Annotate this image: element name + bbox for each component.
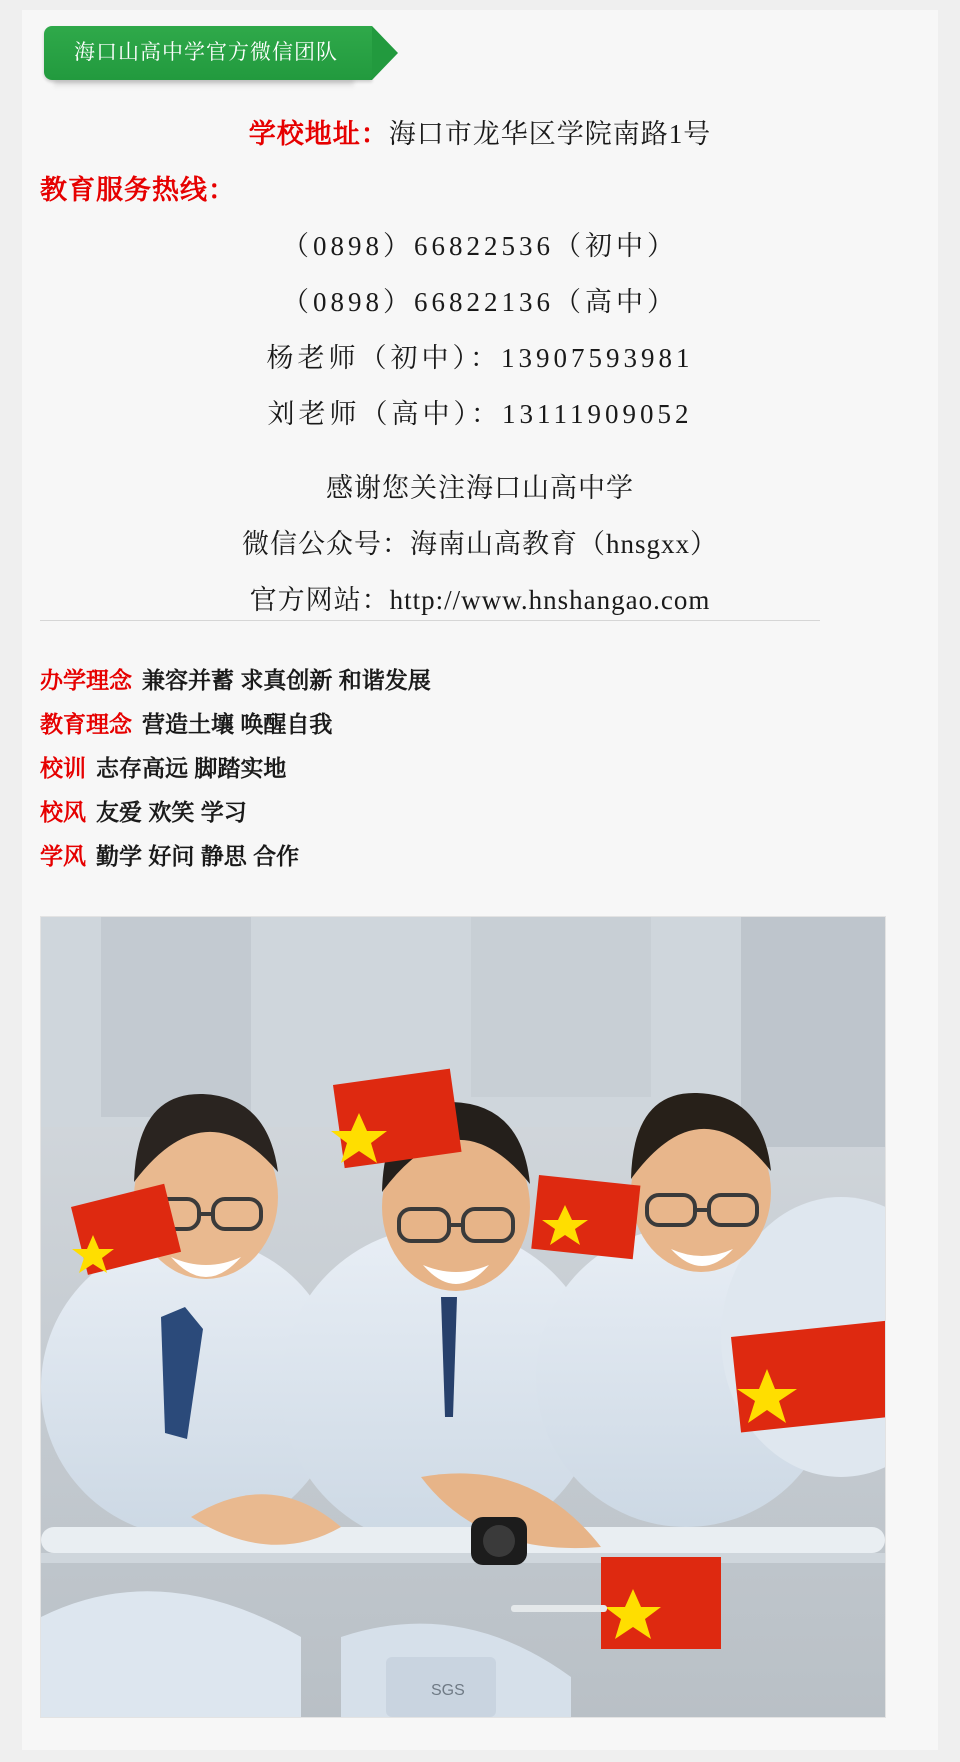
hotline-label: 教育服务热线： (40, 175, 236, 205)
phone-line-2: （0898）66822136（高中） (282, 287, 678, 317)
philosophy-value: 兼容并蓄 求真创新 和谐发展 (142, 667, 431, 693)
photo (40, 916, 886, 1718)
philosophy-value: 勤学 好问 静思 合作 (96, 843, 300, 869)
spacer (22, 442, 938, 460)
philosophy-row (40, 834, 900, 878)
phone-line-1: （0898）66822536（初中） (282, 231, 678, 261)
address-line (22, 106, 938, 162)
philosophy-key: 办学理念 (40, 667, 132, 693)
ribbon-tag (44, 26, 372, 86)
address-value: 海口市龙华区学院南路1号 (388, 119, 712, 149)
philosophy-key: 学风 (40, 843, 86, 869)
website-line: 官方网站：http://www.hnshangao.com (249, 585, 711, 615)
philosophy-value: 友爱 欢笑 学习 (96, 799, 247, 825)
section-divider (40, 620, 820, 621)
svg-text:SGS: SGS (431, 1682, 465, 1699)
philosophy-block (40, 658, 900, 878)
hotline-label-line (22, 162, 938, 218)
ribbon-label: 海口山高中学官方微信团队 (44, 26, 372, 80)
phone-line-4: 刘老师（高中）：13111909052 (267, 399, 693, 429)
ribbon-shadow (54, 80, 354, 88)
philosophy-row (40, 746, 900, 790)
thanks-line: 感谢您关注海口山高中学 (326, 473, 634, 503)
philosophy-value: 营造土壤 唤醒自我 (142, 711, 333, 737)
philosophy-key: 校训 (40, 755, 86, 781)
philosophy-value: 志存高远 脚踏实地 (96, 755, 287, 781)
philosophy-key: 校风 (40, 799, 86, 825)
content-card (22, 10, 938, 1750)
philosophy-row (40, 790, 900, 834)
contact-block (22, 106, 938, 628)
phone-line-3: 杨老师（初中）：13907593981 (266, 343, 694, 373)
philosophy-row (40, 702, 900, 746)
philosophy-key: 教育理念 (40, 711, 132, 737)
philosophy-row (40, 658, 900, 702)
address-label: 学校地址： (248, 119, 389, 149)
wechat-line: 微信公众号：海南山高教育（hnsgxx） (241, 529, 718, 559)
photo-illustration (41, 917, 885, 1717)
